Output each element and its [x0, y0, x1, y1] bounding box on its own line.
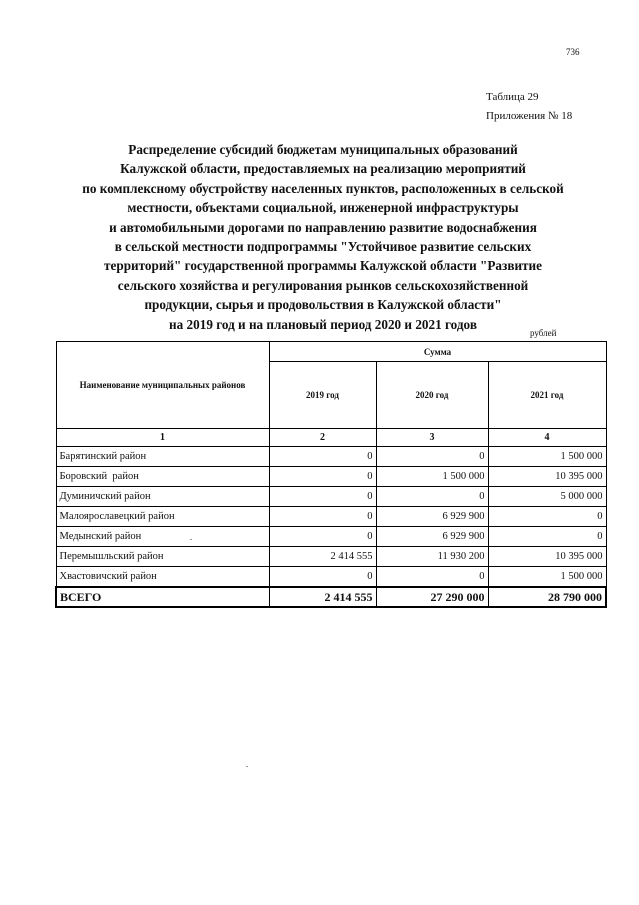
amount-2020: 6 929 900	[376, 507, 488, 527]
amount-2021: 10 395 000	[488, 547, 606, 567]
table-label: Таблица 29	[486, 91, 539, 103]
amount-2021: 0	[488, 507, 606, 527]
table-row	[56, 567, 606, 588]
title-line: продукции, сырья и продовольствия в Калужской области"	[144, 297, 502, 313]
year-header-2021: 2021 год	[488, 362, 606, 429]
amount-2020: 0	[376, 487, 488, 507]
total-2021: 28 790 000	[488, 587, 606, 607]
column-number: 3	[376, 429, 488, 447]
title-line: Распределение субсидий бюджетам муниципальных образований	[128, 142, 518, 157]
table-row	[56, 527, 606, 547]
column-number: 1	[56, 429, 269, 447]
amount-2019: 0	[269, 567, 376, 588]
total-2019: 2 414 555	[269, 587, 376, 607]
amount-2020: 0	[376, 567, 488, 588]
scan-speck	[246, 766, 248, 767]
year-header-2019: 2019 год	[269, 362, 376, 429]
scan-speck	[190, 539, 192, 540]
table-row	[56, 447, 606, 467]
page-number: 736	[566, 47, 580, 57]
amount-2020: 11 930 200	[376, 547, 488, 567]
district-name: Думиничский район	[56, 487, 269, 507]
amount-2021: 0	[488, 527, 606, 547]
table-row	[56, 547, 606, 567]
name-column-header: Наименование муниципальных районов	[56, 342, 269, 429]
amount-2020: 6 929 900	[376, 527, 488, 547]
title-line: местности, объектами социальной, инженерной инфраструктуры	[127, 200, 519, 216]
column-number-row	[56, 429, 606, 447]
amount-2021: 1 500 000	[488, 567, 606, 588]
subsidy-table	[55, 341, 607, 608]
district-name: Хвастовичский район	[56, 567, 269, 588]
amount-2019: 0	[269, 487, 376, 507]
appendix-label: Приложения № 18	[486, 110, 573, 122]
amount-2021: 5 000 000	[488, 487, 606, 507]
district-name: Барятинский район	[56, 447, 269, 467]
table-row	[56, 487, 606, 507]
amount-2021: 1 500 000	[488, 447, 606, 467]
table-row	[56, 467, 606, 487]
title-line: сельского хозяйства и регулирования рынков сельскохозяйственной	[117, 277, 529, 293]
amount-2021: 10 395 000	[488, 467, 606, 487]
title-line: и автомобильными дорогами по направлению развитие водоснабжения	[109, 219, 537, 235]
amount-2020: 0	[376, 447, 488, 467]
amount-2020: 1 500 000	[376, 467, 488, 487]
units-label: рублей	[530, 328, 557, 338]
title-line: Калужской области, предоставляемых на реализацию мероприятий	[120, 161, 526, 177]
title-line: территорий" государственной программы Калужской области "Развитие	[104, 258, 542, 274]
sum-header: Сумма	[269, 342, 606, 362]
title-line: в сельской местности подпрограммы "Устойчивое развитие сельских	[114, 239, 532, 255]
column-number: 4	[488, 429, 606, 447]
amount-2019: 2 414 555	[269, 547, 376, 567]
amount-2019: 0	[269, 527, 376, 547]
district-name: Медынский район	[56, 527, 269, 547]
total-label: ВСЕГО	[56, 587, 269, 607]
amount-2019: 0	[269, 507, 376, 527]
district-name: Малоярославецкий район	[56, 507, 269, 527]
amount-2019: 0	[269, 467, 376, 487]
header-row	[56, 342, 606, 362]
district-name: Боровский район	[56, 467, 269, 487]
column-number: 2	[269, 429, 376, 447]
district-name: Перемышльский район	[56, 547, 269, 567]
total-2020: 27 290 000	[376, 587, 488, 607]
total-row	[56, 587, 606, 607]
title-line: на 2019 год и на плановый период 2020 и 2021 годов	[169, 316, 477, 332]
table-reference	[486, 88, 572, 126]
table-row	[56, 507, 606, 527]
year-header-2020: 2020 год	[376, 362, 488, 429]
title-line: по комплексному обустройству населенных пунктов, расположенных в сельской	[82, 180, 564, 196]
amount-2019: 0	[269, 447, 376, 467]
document-title	[40, 140, 606, 334]
